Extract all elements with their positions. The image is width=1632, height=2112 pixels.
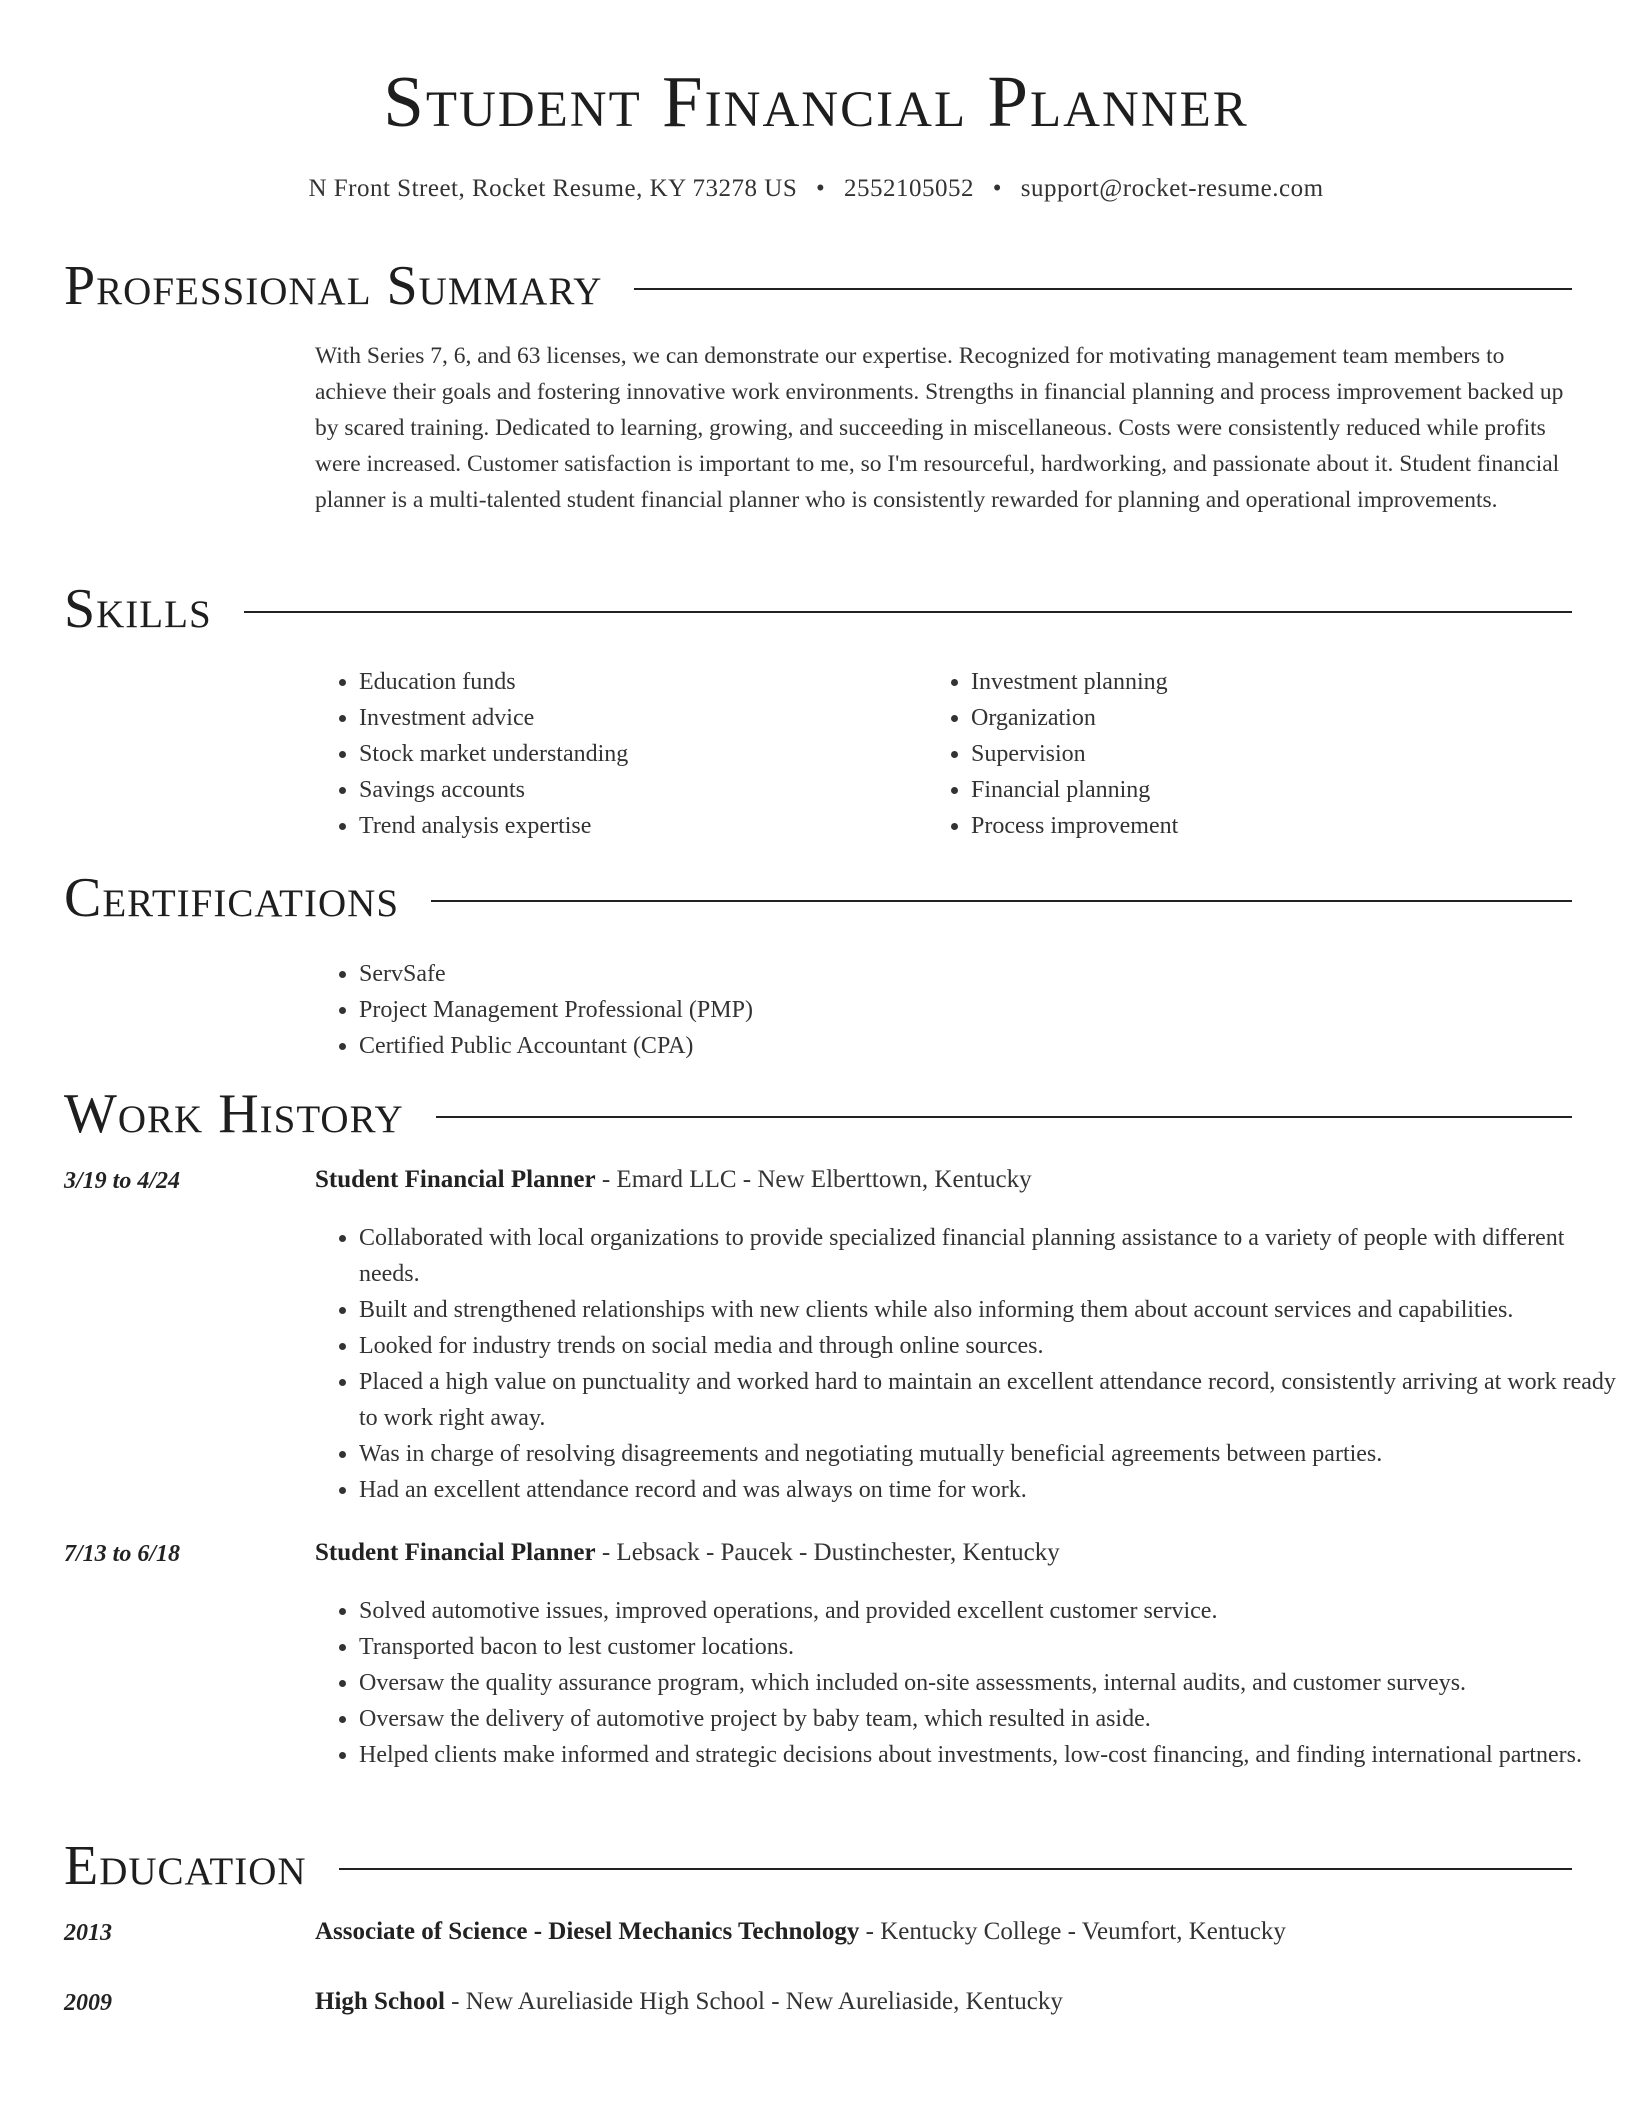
job-duty: • Collaborated with local organizations to provide specialized financial planning assistance to a variety of people with different needs. (359, 1220, 1624, 1292)
skill-item: • Investment advice (359, 700, 939, 736)
contact-separator: • (815, 175, 826, 202)
certification-item: • Project Management Professional (PMP) (359, 992, 1559, 1028)
section-header-skills (64, 577, 1572, 641)
section-title-education: Education (64, 1835, 307, 1897)
section-header-certifications (64, 866, 1572, 930)
education-degree: Associate of Science - Diesel Mechanics Technology (315, 1918, 860, 1945)
skills-list-left (315, 664, 939, 844)
education-school-location: - New Aureliaside High School - New Aureliaside, Kentucky (444, 1988, 1063, 2015)
section-divider (244, 611, 1572, 613)
phone: 2552105052 (844, 175, 974, 202)
section-title-summary: Professional Summary (64, 255, 603, 317)
job-employer-location: - Lebsack - Paucek - Dustinchester, Kentucky (595, 1539, 1060, 1566)
job-title: Student Financial Planner (315, 1166, 596, 1193)
education-year: 2013 (64, 1920, 112, 1946)
job-heading (315, 1166, 1032, 1194)
skills-list-right (927, 664, 1551, 844)
job-heading (315, 1539, 1060, 1567)
section-header-summary (64, 254, 1572, 318)
certifications-list (315, 956, 1559, 1064)
skill-item: • Trend analysis expertise (359, 808, 939, 844)
job-duty: • Oversaw the quality assurance program, which included on-site assessments, internal audits, and customer surveys. (359, 1665, 1624, 1701)
skill-item: • Investment planning (971, 664, 1551, 700)
section-title-certifications: Certifications (64, 867, 400, 929)
section-divider (339, 1868, 1572, 1870)
skill-item: • Organization (971, 700, 1551, 736)
section-divider (436, 1116, 1572, 1118)
section-title-work-history: Work History (64, 1083, 404, 1145)
skill-item: • Stock market understanding (359, 736, 939, 772)
job-title: Student Financial Planner (315, 1539, 596, 1566)
email: support@rocket-resume.com (1020, 175, 1324, 202)
job-duty: • Had an excellent attendance record and was always on time for work. (359, 1472, 1624, 1508)
education-school-location: - Kentucky College - Veumfort, Kentucky (859, 1918, 1286, 1945)
job-employer-location: - Emard LLC - New Elberttown, Kentucky (595, 1166, 1032, 1193)
address: N Front Street, Rocket Resume, KY 73278 US (308, 175, 798, 202)
job-duty: • Solved automotive issues, improved operations, and provided excellent customer service. (359, 1593, 1624, 1629)
job-dates: 3/19 to 4/24 (64, 1168, 181, 1194)
skill-item: • Education funds (359, 664, 939, 700)
job-dates: 7/13 to 6/18 (64, 1541, 181, 1567)
certification-item: • ServSafe (359, 956, 1559, 992)
section-divider (634, 288, 1572, 290)
contact-line (0, 175, 1632, 203)
section-header-education (64, 1834, 1572, 1898)
skill-item: • Supervision (971, 736, 1551, 772)
certification-item: • Certified Public Accountant (CPA) (359, 1028, 1559, 1064)
skill-item: • Financial planning (971, 772, 1551, 808)
section-title-skills: Skills (64, 578, 212, 640)
job-duty: • Oversaw the delivery of automotive project by baby team, which resulted in aside. (359, 1701, 1624, 1737)
job-duty: • Placed a high value on punctuality and worked hard to maintain an excellent attendance record, consistently arriving at work ready to work right away. (359, 1364, 1624, 1436)
skill-item: • Process improvement (971, 808, 1551, 844)
education-year: 2009 (64, 1990, 112, 2016)
education-degree: High School (315, 1988, 445, 2015)
section-header-work-history (64, 1082, 1572, 1146)
skill-item: • Savings accounts (359, 772, 939, 808)
job-duty: • Helped clients make informed and strategic decisions about investments, low-cost financing, and finding international partners. (359, 1737, 1624, 1773)
job-duty: • Was in charge of resolving disagreements and negotiating mutually beneficial agreements between parties. (359, 1436, 1624, 1472)
section-divider (431, 900, 1572, 902)
job-duty: • Looked for industry trends on social media and through online sources. (359, 1328, 1624, 1364)
contact-separator: • (992, 175, 1003, 202)
summary-text: With Series 7, 6, and 63 licenses, we can demonstrate our expertise. Recognized for motivating management team members to achieve their goals and fostering innovative work environments. Strengths in financial planning and process improvement backed up by scared training. Dedicated to learning, growing, and succeeding in miscellaneous. Costs were consistently reduced while profits were increased. Customer satisfaction is important to me, so I'm resourceful, hardworking, and passionate about it. Student financial planner is a multi-talented student financial planner who is consistently rewarded for planning and operational improvements. (315, 343, 1564, 513)
education-entry (315, 1988, 1063, 2016)
job-duty: • Transported bacon to lest customer locations. (359, 1629, 1624, 1665)
resume-name: Student Financial Planner (383, 61, 1249, 142)
education-entry (315, 1918, 1286, 1946)
job-duties-list (315, 1220, 1624, 1508)
job-duty: • Built and strengthened relationships with new clients while also informing them about account services and capabilities. (359, 1292, 1624, 1328)
job-duties-list (315, 1593, 1624, 1773)
